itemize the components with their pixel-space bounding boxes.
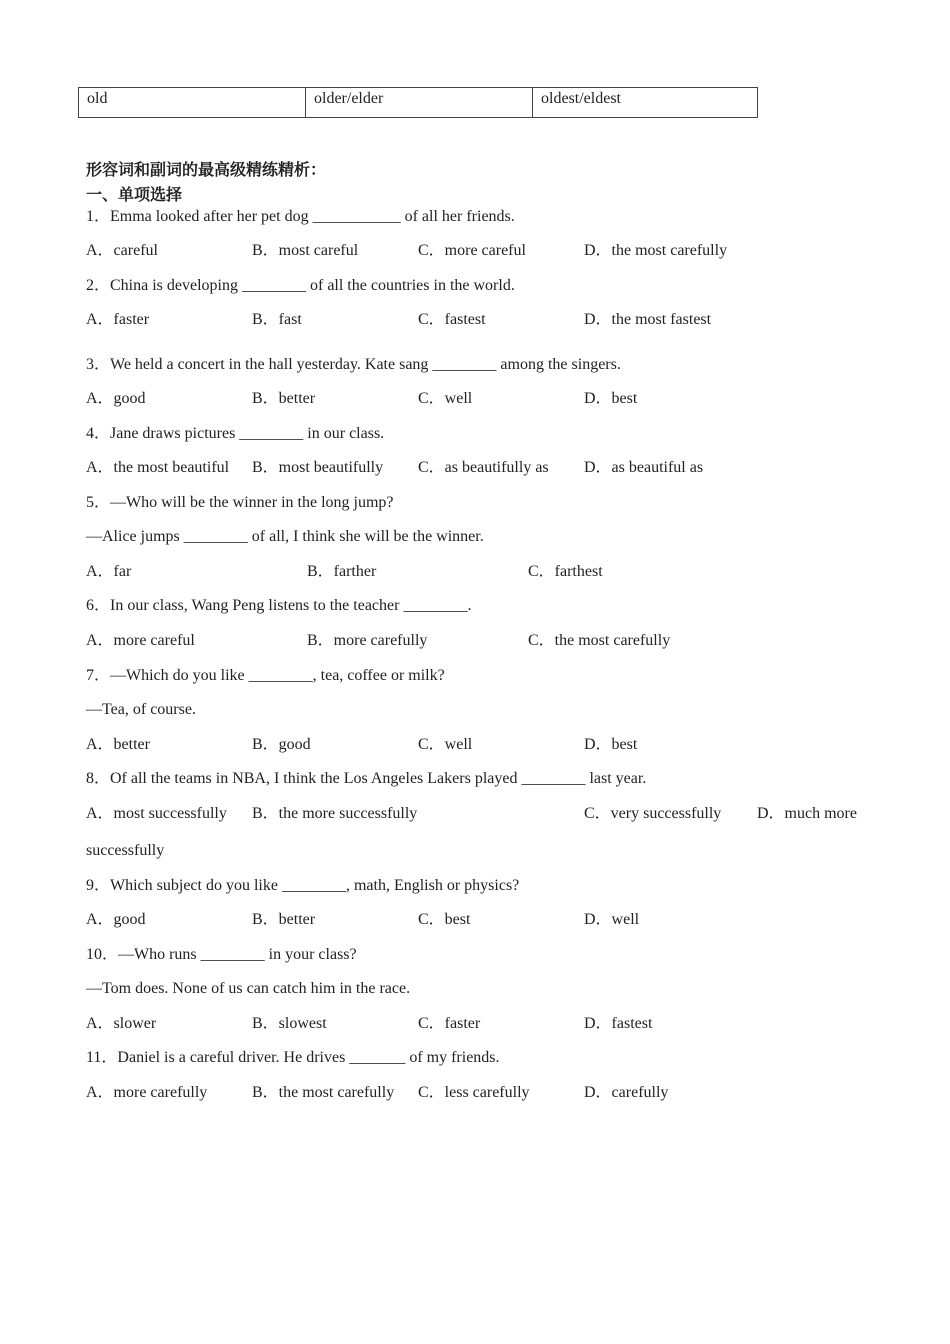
question-4: 4．Jane draws pictures ________ in our class. [86,425,385,442]
option-b: B．most beautifully [252,459,384,476]
option-a: A．the most beautiful [86,459,230,476]
option-a: A．good [86,390,146,407]
option-c: C．farthest [528,563,603,580]
question-10-answer-line: —Tom does. None of us can catch him in the race. [86,980,411,997]
option-c: C．the most carefully [528,632,671,649]
option-b: B．most careful [252,242,359,259]
question-2: 2．China is developing ________ of all the countries in the world. [86,277,515,294]
question-11: 11．Daniel is a careful driver. He drives _______ of my friends. [86,1049,500,1066]
option-c: C．faster [418,1015,481,1032]
question-9: 9．Which subject do you like ________, math, English or physics? [86,877,520,894]
option-c: C．well [418,736,473,753]
table-cell: oldest/eldest [533,88,758,118]
option-b: B．more carefully [307,632,428,649]
section-title: 形容词和副词的最高级精练精析： [86,160,327,179]
option-c: C．more careful [418,242,526,259]
option-b: B．good [252,736,311,753]
option-c: C．less carefully [418,1084,530,1101]
option-c: C．very successfully [584,805,722,822]
option-a: A．faster [86,311,150,328]
question-5: 5．—Who will be the winner in the long jump? [86,494,394,511]
question-6: 6．In our class, Wang Peng listens to the teacher ________. [86,597,472,614]
option-d: D．fastest [584,1015,653,1032]
option-d: D．as beautiful as [584,459,704,476]
option-b: B．the most carefully [252,1084,395,1101]
option-a: A．far [86,563,132,580]
option-d: D．well [584,911,640,928]
option-b: B．fast [252,311,302,328]
option-b: B．the more successfully [252,805,418,822]
option-c: C．well [418,390,473,407]
table-cell: older/elder [306,88,533,118]
option-a: A．better [86,736,150,753]
option-b: B．farther [307,563,377,580]
option-d: D．best [584,390,638,407]
question-8: 8．Of all the teams in NBA, I think the Los Angeles Lakers played ________ last year. [86,770,647,787]
option-d: D．much more [757,805,857,822]
option-b: B．better [252,390,316,407]
comparison-table [78,87,758,118]
option-c: C．best [418,911,471,928]
question-1: 1．Emma looked after her pet dog ___________ of all her friends. [86,208,515,225]
option-d: D．best [584,736,638,753]
question-7: 7．—Which do you like ________, tea, coffee or milk? [86,667,445,684]
question-3: 3．We held a concert in the hall yesterday. Kate sang ________ among the singers. [86,356,621,373]
table-cell: old [79,88,306,118]
option-a: A．good [86,911,146,928]
option-c: C．as beautifully as [418,459,549,476]
option-a: A．more careful [86,632,195,649]
table-row [79,88,758,118]
question-7-answer-line: —Tea, of course. [86,701,196,718]
option-d: D．the most carefully [584,242,728,259]
part-title: 一、单项选择 [86,185,183,204]
question-5-answer-line: —Alice jumps ________ of all, I think she will be the winner. [86,528,484,545]
option-a: A．careful [86,242,158,259]
option-d: D．the most fastest [584,311,712,328]
option-c: C．fastest [418,311,486,328]
question-10: 10．—Who runs ________ in your class? [86,946,357,963]
option-d-continuation: successfully [86,842,165,859]
option-a: A．most successfully [86,805,227,822]
option-d: D．carefully [584,1084,669,1101]
option-a: A．slower [86,1015,157,1032]
option-b: B．better [252,911,316,928]
option-a: A．more carefully [86,1084,208,1101]
option-b: B．slowest [252,1015,327,1032]
